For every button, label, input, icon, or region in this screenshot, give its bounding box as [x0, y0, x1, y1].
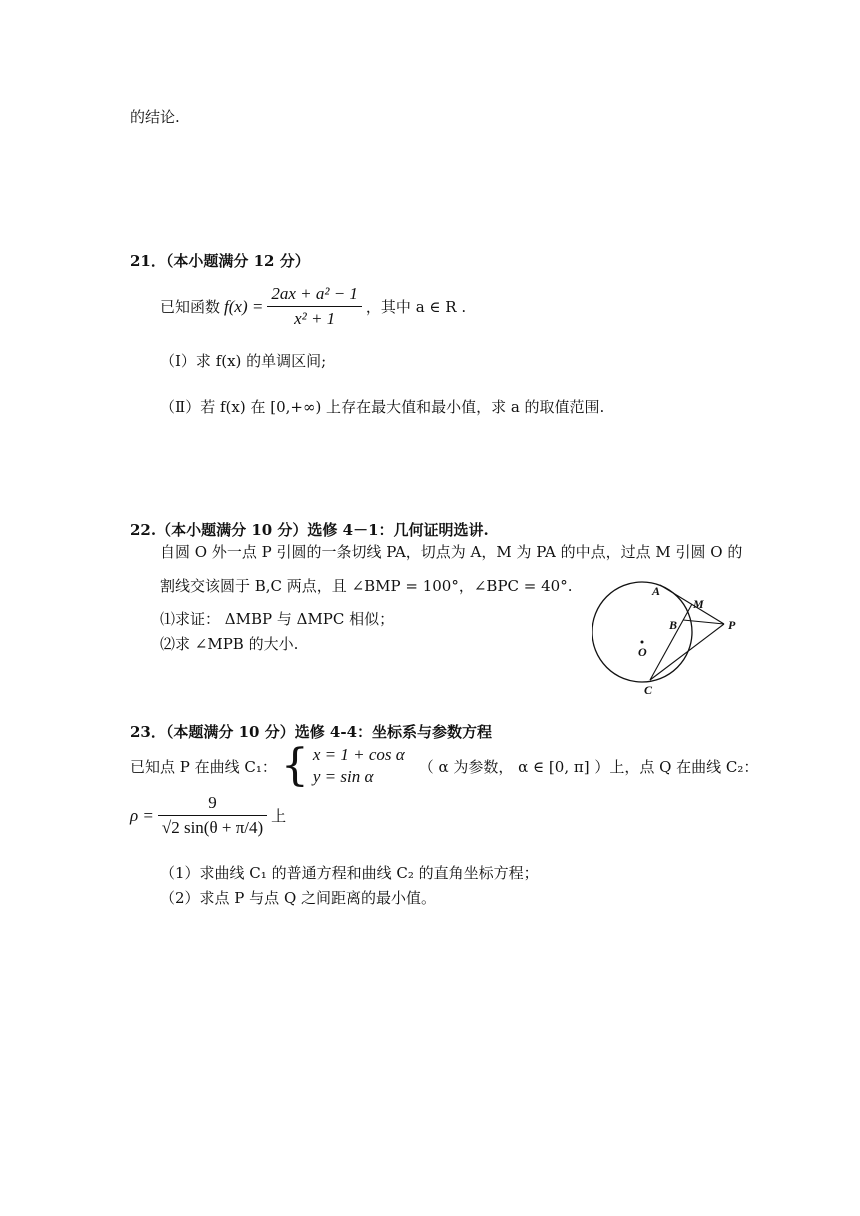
q23-rho-fraction [158, 793, 267, 838]
q23-rho-numerator: 9 [158, 793, 267, 816]
q23-rho-suffix: 上 [271, 807, 287, 825]
q22-sub1: ⑴求证： ΔMBP 与 ΔMPC 相似； [160, 610, 395, 628]
q22-line2: 割线交该圆于 B,C 两点，且 ∠BMP = 100°，∠BPC = 40°. [160, 577, 573, 595]
q23-eq-x: x = 1 + cos α [312, 745, 405, 764]
q23-rho-lhs: ρ = [130, 805, 154, 825]
segment-pc [650, 624, 724, 680]
q23-given [130, 740, 759, 791]
q21-f-lhs: f(x) = [224, 296, 264, 316]
text-fragment: 的结论. [130, 108, 180, 126]
label-a: A [652, 584, 661, 598]
q21-header: 21．（本小题满分 12 分） [130, 252, 310, 270]
q23-eq-y: y = sin α [312, 767, 374, 786]
label-b: B [669, 618, 678, 632]
q22-header: 22.（本小题满分 10 分）选修 4－1：几何证明选讲. [130, 521, 489, 539]
label-o: O [638, 645, 647, 659]
q22-sub2: ⑵求 ∠MPB 的大小. [160, 635, 299, 653]
q23-part2: （2）求点 P 与点 Q 之间距离的最小值。 [160, 889, 437, 907]
q23-part1: （1）求曲线 C₁ 的普通方程和曲线 C₂ 的直角坐标方程； [160, 864, 539, 882]
q21-part1: （Ⅰ）求 f(x) 的单调区间; [160, 352, 327, 370]
q23-prefix: 已知点 P 在曲线 C₁： [130, 757, 277, 776]
q21-denominator: x² + 1 [294, 309, 336, 328]
q21-given-prefix: 已知函数 [160, 298, 221, 316]
q23-param-system [313, 745, 405, 787]
brace-symbol: { [280, 740, 309, 791]
q22-line1: 自圆 O 外一点 P 引圆的一条切线 PA，切点为 A，M 为 PA 的中点，过点 M 引圆 O 的 [160, 543, 743, 561]
center-point [641, 641, 644, 644]
label-c: C [644, 683, 653, 697]
q23-rho-equation [130, 793, 286, 838]
q21-given [160, 284, 466, 329]
q23-header: 23．（本题满分 10 分）选修 4-4：坐标系与参数方程 [130, 723, 493, 741]
label-m: M [693, 597, 704, 611]
secant-mc [650, 604, 692, 680]
q21-numerator: 2ax + a² − 1 [267, 284, 362, 307]
circle-geometry-figure [592, 580, 752, 698]
q23-rho-denominator: √2 sin(θ + π/4) [161, 818, 264, 837]
q23-middle: （ α 为参数， α ∈ [0, π] ）上，点 Q 在曲线 C₂： [418, 757, 759, 776]
q21-part2: （Ⅱ）若 f(x) 在 [0,+∞) 上存在最大值和最小值，求 a 的取值范围. [160, 398, 605, 416]
q21-fraction [267, 284, 362, 329]
label-p: P [728, 618, 736, 632]
q21-given-suffix: ，其中 a ∈ R . [365, 298, 467, 316]
